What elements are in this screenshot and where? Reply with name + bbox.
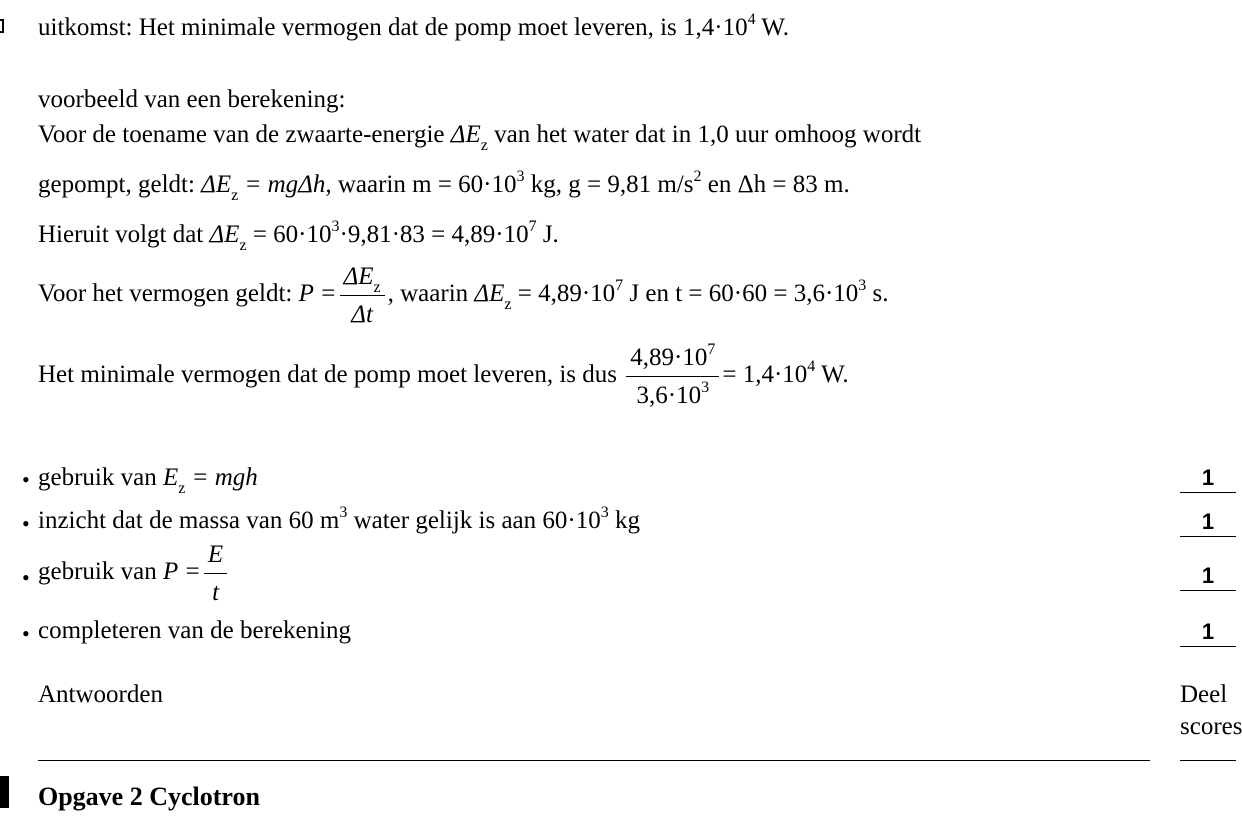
time-unit: s. bbox=[872, 280, 889, 308]
power-symbol: P = bbox=[298, 280, 337, 308]
gravity-exponent: 2 bbox=[693, 168, 702, 185]
denominator-value: 3,6·10 bbox=[636, 382, 702, 409]
berekening-line-5 bbox=[38, 341, 849, 409]
result-denominator bbox=[626, 377, 719, 408]
time-exponent: 3 bbox=[858, 277, 867, 295]
line3-exp1: 3 bbox=[331, 218, 340, 235]
score-1: 1 bbox=[1180, 467, 1236, 493]
delta-ez-symbol: ΔE bbox=[450, 121, 481, 148]
formula-mgh: = mgΔh, bbox=[244, 171, 332, 198]
comma: , bbox=[387, 280, 394, 308]
fraction-denominator: Δt bbox=[351, 301, 373, 328]
criterion-4: completeren van de berekening bbox=[38, 617, 352, 644]
j-en-text: J en bbox=[629, 280, 669, 308]
mass-exponent: 3 bbox=[600, 504, 609, 521]
gravity-value: g = 9,81 m/s bbox=[568, 171, 694, 198]
result-fraction bbox=[626, 341, 719, 409]
score-3: 1 bbox=[1180, 565, 1236, 591]
antwoorden-label: Antwoorden bbox=[38, 681, 163, 708]
line3-eq-part1: = 60·10 bbox=[252, 221, 332, 248]
power-fraction bbox=[204, 542, 227, 605]
result-unit: W. bbox=[821, 361, 849, 389]
waarin-text: waarin bbox=[400, 280, 469, 308]
delta-ez-symbol: ΔE bbox=[209, 221, 240, 248]
formula-mgh: = mgh bbox=[191, 464, 258, 491]
time-value: t = 60·60 = 3,6·10 bbox=[675, 280, 859, 308]
criterion-3 bbox=[38, 542, 230, 605]
ez-subscript: z bbox=[178, 480, 186, 497]
result-numerator bbox=[626, 341, 719, 377]
line4-text: Voor het vermogen geldt: bbox=[38, 280, 293, 308]
line3-text: Hieruit volgt dat bbox=[38, 221, 204, 248]
uitkomst-exponent: 4 bbox=[747, 11, 756, 28]
voorbeeld-heading: voorbeeld van een berekening: bbox=[38, 86, 346, 113]
en-text: en bbox=[707, 171, 732, 198]
result-exponent: 4 bbox=[807, 358, 816, 376]
line2-text: gepompt, geldt: bbox=[38, 171, 195, 198]
uitkomst-unit: W. bbox=[761, 14, 789, 41]
berekening-line-2 bbox=[38, 168, 850, 204]
score-4: 1 bbox=[1180, 621, 1236, 647]
berekening-line-4 bbox=[38, 264, 889, 327]
criterion-2 bbox=[38, 504, 640, 534]
mass-value: m = 60·10 bbox=[412, 171, 517, 198]
criterion-text: inzicht dat de massa van 60 m bbox=[38, 507, 340, 534]
mass-unit: kg, bbox=[530, 171, 562, 198]
section-marker-bar bbox=[0, 776, 9, 808]
berekening-line-1 bbox=[38, 121, 922, 154]
ez-symbol: E bbox=[162, 464, 179, 491]
denominator-exponent: 3 bbox=[701, 379, 710, 396]
score-divider-line bbox=[1180, 760, 1236, 761]
checkbox-marker-icon bbox=[0, 19, 4, 33]
numerator-exponent: 7 bbox=[707, 341, 716, 358]
deel-label: Deel bbox=[1180, 681, 1228, 708]
energy-exponent: 7 bbox=[615, 277, 624, 295]
fraction-numerator: E bbox=[204, 542, 227, 574]
power-fraction bbox=[340, 264, 385, 327]
ez-subscript: z bbox=[480, 137, 488, 154]
criterion-1 bbox=[38, 464, 258, 497]
ez-subscript: z bbox=[504, 296, 512, 314]
uitkomst-text: uitkomst: Het minimale vermogen dat de pomp moet leveren, is bbox=[38, 14, 677, 41]
line3-unit: J. bbox=[542, 221, 559, 248]
bullet-icon: • bbox=[22, 467, 30, 492]
ez-subscript: z bbox=[231, 187, 239, 204]
mass-exponent: 3 bbox=[516, 168, 525, 185]
height-value: Δh = 83 m. bbox=[737, 171, 850, 198]
volume-exponent: 3 bbox=[339, 504, 348, 521]
numerator-delta-e: ΔE bbox=[343, 263, 374, 290]
numerator-value: 4,89·10 bbox=[630, 344, 708, 371]
uitkomst-line bbox=[38, 11, 789, 41]
criterion-text: gebruik van bbox=[38, 464, 157, 491]
ez-subscript: z bbox=[239, 237, 247, 254]
fraction-denominator: t bbox=[212, 579, 220, 606]
line5-text: Het minimale vermogen dat de pomp moet leveren, is dus bbox=[38, 361, 618, 389]
section-title: Opgave 2 Cyclotron bbox=[38, 782, 260, 811]
energy-value: = 4,89·10 bbox=[517, 280, 616, 308]
bullet-icon: • bbox=[22, 621, 30, 646]
criterion-text-mid: water gelijk is aan 60·10 bbox=[353, 507, 601, 534]
bullet-icon: • bbox=[22, 565, 30, 590]
line3-eq-part2: ·9,81·83 = 4,89·10 bbox=[339, 221, 529, 248]
numerator-subscript: z bbox=[373, 279, 381, 296]
scores-label: scores bbox=[1180, 713, 1242, 740]
line1-text-end: van het water dat in 1,0 uur omhoog wordt bbox=[494, 121, 922, 148]
line1-text: Voor de toename van de zwaarte-energie bbox=[38, 121, 445, 148]
score-2: 1 bbox=[1180, 511, 1236, 537]
uitkomst-value: 1,4·10 bbox=[683, 14, 748, 41]
delta-ez-symbol: ΔE bbox=[474, 280, 505, 308]
waarin-text: waarin bbox=[337, 171, 406, 198]
line3-exp2: 7 bbox=[528, 218, 537, 235]
bullet-icon: • bbox=[22, 511, 30, 536]
power-symbol: P = bbox=[162, 558, 201, 586]
delta-ez-symbol: ΔE bbox=[201, 171, 232, 198]
result-value: = 1,4·10 bbox=[722, 361, 808, 389]
criterion-unit: kg bbox=[614, 507, 640, 534]
fraction-numerator bbox=[340, 264, 385, 296]
divider-line bbox=[38, 760, 1150, 761]
berekening-line-3 bbox=[38, 218, 559, 254]
criterion-text: gebruik van bbox=[38, 558, 157, 586]
